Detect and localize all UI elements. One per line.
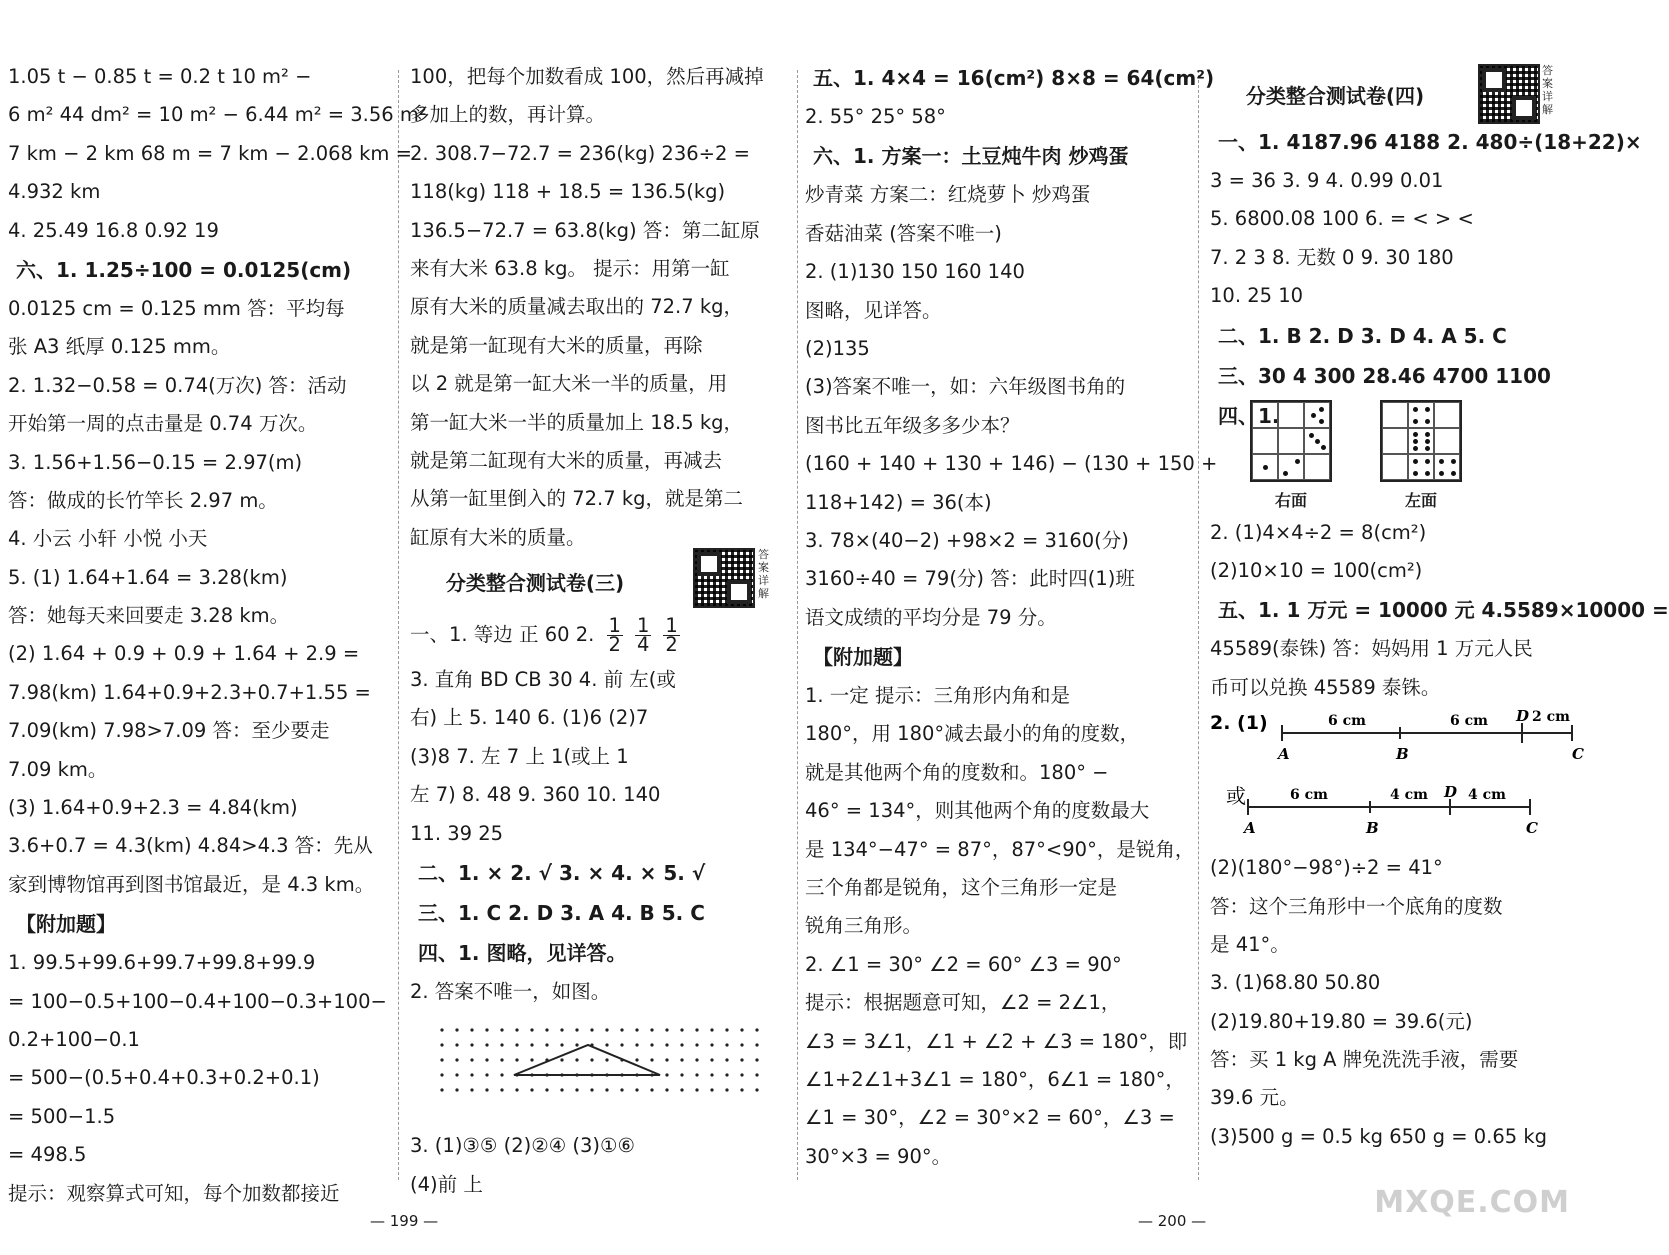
segment-label: 6 cm	[1328, 713, 1366, 730]
section-label: 四、1.	[1218, 403, 1280, 428]
grid-cell	[1382, 402, 1408, 428]
die-dot	[1425, 407, 1430, 412]
grid-dot	[440, 1059, 443, 1062]
section-line: 一、1. 4187.96 4188 2. 480÷(18+22)×	[1218, 130, 1642, 154]
answer-line: 以 2 就是第一缸大米一半的质量，用	[410, 372, 728, 396]
answer-line: 5. 6800.08 100 6. = < > <	[1210, 207, 1474, 231]
grid-dot	[500, 1044, 503, 1047]
answer-line: 张 A3 纸厚 0.125 mm。	[8, 335, 231, 359]
grid-dot	[530, 1029, 533, 1032]
answer-line: 3 = 36 3. 9 4. 0.99 0.01	[1210, 169, 1444, 192]
point-label: B	[1396, 745, 1409, 764]
grid-dot	[725, 1059, 728, 1062]
answer-line: 三个角都是锐角，这个三角形一定是	[805, 876, 1118, 900]
answer-line: 缸原有大米的质量。	[410, 525, 586, 549]
section-line: 五、1. 1 万元 = 10000 元 4.5589×10000 =	[1218, 598, 1669, 623]
grid-dot	[620, 1089, 623, 1092]
answer-line: 答：买 1 kg A 牌免洗洗手液，需要	[1210, 1048, 1519, 1072]
grid-dot	[560, 1059, 563, 1062]
die-dot	[1413, 439, 1418, 444]
grid-dot	[560, 1089, 563, 1092]
die-dot	[1311, 413, 1316, 418]
answer-line: 5. (1) 1.64+1.64 = 3.28(km)	[8, 565, 288, 589]
answer-line: 答：这个三角形中一个底角的度数	[1210, 894, 1503, 918]
denominator: 4	[636, 633, 650, 657]
grid-dot	[575, 1089, 578, 1092]
grid-dot	[680, 1074, 683, 1077]
section-line: 三、30 4 300 28.46 4700 1100	[1218, 363, 1551, 388]
answer-line: 136.5−72.7 = 63.8(kg) 答：第二缸原	[410, 218, 760, 242]
grid-cell	[1408, 402, 1434, 428]
answer-line: 7.09 km。	[8, 757, 108, 781]
grid-dot	[605, 1029, 608, 1032]
grid-dot	[740, 1089, 743, 1092]
answer-line: 提示：观察算式可知，每个加数都接近	[8, 1181, 340, 1205]
grid-dot	[680, 1044, 683, 1047]
grid-dot	[440, 1029, 443, 1032]
answer-line: 4.932 km	[8, 180, 101, 204]
grid-dot	[665, 1059, 668, 1062]
section-line: 三、1. C 2. D 3. A 4. B 5. C	[418, 901, 705, 926]
answer-line: 3. (1)③⑤ (2)②④ (3)①⑥	[410, 1134, 635, 1158]
answer-line: ∠1 = 30°，∠2 = 30°×2 = 60°，∠3 =	[805, 1106, 1175, 1130]
answer-line: 是 41°。	[1210, 932, 1290, 956]
die-dot	[1283, 471, 1288, 476]
die-dot	[1413, 446, 1418, 451]
answer-line: 180°，用 180°减去最小的角的度数，	[805, 722, 1140, 746]
grid-dot	[695, 1029, 698, 1032]
grid-dot	[710, 1044, 713, 1047]
grid-dot	[530, 1044, 533, 1047]
answer-line: 香菇油菜 (答案不唯一)	[805, 221, 1002, 245]
grid-dot	[560, 1044, 563, 1047]
answer-line: 2. 答案不唯一，如图。	[410, 980, 611, 1004]
die-dot	[1439, 471, 1444, 476]
figure-right-view	[1250, 400, 1332, 511]
answer-line: 118(kg) 118 + 18.5 = 136.5(kg)	[410, 180, 726, 204]
grid-cell	[1434, 402, 1460, 428]
grid-dot	[755, 1089, 758, 1092]
answer-line: 1.05 t − 0.85 t = 0.2 t 10 m² −	[8, 65, 312, 88]
answer-line: 3. 直角 BD CB 30 4. 前 左(或	[410, 668, 676, 692]
grid-dot	[740, 1029, 743, 1032]
answer-line: 就是其他两个角的度数和。180° −	[805, 760, 1109, 784]
grid-cell	[1252, 428, 1278, 454]
answer-line: 从第一缸里倒入的 72.7 kg，就是第二	[410, 487, 743, 511]
answer-line: 100，把每个加数看成 100，然后再减掉	[410, 65, 764, 88]
die-dot	[1315, 439, 1320, 444]
die-dot	[1413, 471, 1418, 476]
grid-dot	[470, 1089, 473, 1092]
answer-line: (3)答案不唯一，如：六年级图书角的	[805, 375, 1126, 399]
answer-line: 3160÷40 = 79(分) 答：此时四(1)班	[805, 567, 1135, 591]
answer-line: 就是第二缸现有大米的质量，再减去	[410, 448, 723, 472]
grid-dot	[545, 1029, 548, 1032]
answer-line: (4)前 上	[410, 1172, 483, 1196]
die-dot	[1319, 419, 1324, 424]
grid-cell	[1278, 428, 1304, 454]
answer-line: 开始第一周的点击量是 0.74 万次。	[8, 412, 318, 436]
die-dot	[1425, 439, 1430, 444]
point-label: A	[1244, 819, 1256, 838]
answer-line: 提示：根据题意可知，∠2 = 2∠1，	[805, 991, 1121, 1015]
die-dot	[1425, 419, 1430, 424]
grid-dot	[500, 1089, 503, 1092]
answer-line: 10. 25 10	[1210, 284, 1304, 308]
grid-dot	[500, 1074, 503, 1077]
answer-line: (3) 1.64+0.9+2.3 = 4.84(km)	[8, 796, 298, 820]
grid-dot	[635, 1044, 638, 1047]
figure-label: 右面	[1274, 490, 1307, 510]
die-dot	[1425, 446, 1430, 451]
answer-line: = 500−(0.5+0.4+0.3+0.2+0.1)	[8, 1066, 320, 1090]
grid-dot	[605, 1044, 608, 1047]
grid-dot	[650, 1044, 653, 1047]
grid-dot	[695, 1074, 698, 1077]
section-line: 六、1. 方案一：土豆炖牛肉 炒鸡蛋	[813, 144, 1129, 169]
fraction	[635, 614, 651, 657]
grid-dot	[455, 1074, 458, 1077]
answer-line: (2)(180°−98°)÷2 = 41°	[1210, 856, 1443, 880]
grid-dot	[470, 1044, 473, 1047]
grid-cell	[1408, 454, 1434, 480]
grid-dot	[455, 1044, 458, 1047]
grid-dot	[725, 1089, 728, 1092]
grid-dot	[575, 1044, 578, 1047]
die-dot	[1451, 459, 1456, 464]
grid-dot	[485, 1074, 488, 1077]
grid-dot	[485, 1059, 488, 1062]
grid-dot	[455, 1089, 458, 1092]
grid-dot	[545, 1089, 548, 1092]
die-dot	[1425, 471, 1430, 476]
numerator: 1	[665, 614, 678, 638]
grid-dot	[455, 1029, 458, 1032]
point-label: D	[1516, 707, 1530, 726]
die-dot	[1413, 459, 1418, 464]
point-label: C	[1572, 745, 1584, 764]
grid-dot	[455, 1059, 458, 1062]
die-dot	[1425, 459, 1430, 464]
answer-line: = 500−1.5	[8, 1104, 116, 1128]
grid-dot	[530, 1089, 533, 1092]
grid-dot	[620, 1029, 623, 1032]
fraction	[663, 614, 679, 657]
answer-line: 3. 1.56+1.56−0.15 = 2.97(m)	[8, 450, 303, 474]
grid-dot	[725, 1029, 728, 1032]
grid-dot	[440, 1089, 443, 1092]
grid-dot	[500, 1029, 503, 1032]
segment-diagram-1	[1210, 707, 1595, 767]
grid-dot	[695, 1059, 698, 1062]
figure-label: 左面	[1404, 490, 1437, 510]
grid-dot	[650, 1059, 653, 1062]
column-3	[805, 58, 1218, 1176]
page-number-left: — 199 —	[370, 1212, 439, 1230]
answer-line: 锐角三角形。	[805, 914, 923, 938]
answer-line: (3)8 7. 左 7 上 1(或上 1	[410, 744, 629, 768]
answer-line	[410, 609, 792, 661]
answer-line: 3. (1)68.80 50.80	[1210, 971, 1381, 995]
grid-dot	[485, 1089, 488, 1092]
grid-dot	[665, 1029, 668, 1032]
section-line: 五、1. 4×4 = 16(cm²) 8×8 = 64(cm²)	[813, 66, 1215, 90]
figure-left-view	[1380, 400, 1462, 511]
grid-cell	[1278, 402, 1304, 428]
grid-dot	[665, 1044, 668, 1047]
grid-dot	[470, 1074, 473, 1077]
answer-line: (2) 1.64 + 0.9 + 0.9 + 1.64 + 2.9 =	[8, 642, 360, 666]
column-4	[1210, 58, 1669, 1156]
section-line: 二、1. × 2. √ 3. × 4. × 5. √	[418, 861, 706, 886]
grid-dot	[695, 1089, 698, 1092]
grid-cell	[1408, 428, 1434, 454]
numerator: 1	[636, 614, 650, 638]
point-label: D	[1444, 783, 1458, 802]
grid-dot	[590, 1059, 593, 1062]
segment-label: 6 cm	[1450, 713, 1488, 730]
watermark: MXQE.COM	[1374, 1185, 1570, 1220]
point-label: B	[1366, 819, 1379, 838]
answer-line: 118+142) = 36(本)	[805, 490, 992, 514]
segment-label: 2 cm	[1532, 709, 1570, 726]
grid-dot	[740, 1074, 743, 1077]
divider	[1198, 70, 1199, 1180]
grid-dot	[590, 1029, 593, 1032]
grid-dot	[710, 1074, 713, 1077]
grid-dot	[515, 1089, 518, 1092]
die-dot	[1295, 459, 1300, 464]
answer-line: = 100−0.5+100−0.4+100−0.3+100−	[8, 989, 387, 1013]
grid-dot	[680, 1059, 683, 1062]
grid-dot	[590, 1089, 593, 1092]
grid-dot	[470, 1059, 473, 1062]
die-dot	[1319, 407, 1324, 412]
die-dot	[1321, 445, 1326, 450]
grid-dot	[665, 1089, 668, 1092]
grid-cell	[1252, 402, 1278, 428]
qr-caption: 答案详解	[758, 548, 769, 600]
divider	[797, 70, 798, 1180]
grid-dot	[650, 1029, 653, 1032]
grid-dot	[575, 1059, 578, 1062]
die-dot	[1451, 471, 1456, 476]
grid-dot	[500, 1059, 503, 1062]
grid-dot	[740, 1044, 743, 1047]
qr-caption: 答案详解	[1542, 64, 1553, 116]
answer-line: 就是第一缸现有大米的质量，再除	[410, 333, 703, 357]
answer-line: (3)500 g = 0.5 kg 650 g = 0.65 kg	[1210, 1124, 1548, 1148]
grid-dot	[560, 1029, 563, 1032]
grid-dot	[755, 1044, 758, 1047]
numerator: 1	[608, 614, 621, 638]
answer-line: 2. 55° 25° 58°	[805, 105, 946, 128]
answer-line: 7 km − 2 km 68 m = 7 km − 2.068 km =	[8, 141, 412, 165]
segment-diagram-2	[1210, 773, 1595, 845]
point-label: A	[1278, 745, 1290, 764]
answer-line: = 498.5	[8, 1143, 87, 1167]
denominator: 2	[608, 633, 621, 657]
answer-line: 2. ∠1 = 30° ∠2 = 60° ∠3 = 90°	[805, 952, 1122, 976]
grid-dot	[485, 1029, 488, 1032]
grid-dot	[515, 1044, 518, 1047]
answer-line: 第一缸大米一半的质量加上 18.5 kg，	[410, 410, 743, 434]
grid-cell	[1434, 454, 1460, 480]
grid-dot	[740, 1059, 743, 1062]
column-2	[410, 58, 792, 1204]
answer-line: 图略，见详答。	[805, 298, 942, 322]
grid-dot	[545, 1044, 548, 1047]
grid-dot	[485, 1044, 488, 1047]
answer-line: (2)19.80+19.80 = 39.6(元)	[1210, 1009, 1473, 1033]
answer-line: 6 m² 44 dm² = 10 m² − 6.44 m² = 3.56 m²	[8, 103, 427, 127]
grid-dot	[470, 1029, 473, 1032]
die-dot	[1263, 465, 1268, 470]
answer-line: 7.09(km) 7.98>7.09 答：至少要走	[8, 719, 330, 743]
answer-line: 2. (1)4×4÷2 = 8(cm²)	[1210, 520, 1427, 544]
grid-dot	[620, 1044, 623, 1047]
answer-line: 30°×3 = 90°。	[805, 1144, 952, 1168]
answer-line: 2. (1)130 150 160 140	[805, 260, 1025, 284]
grid-dot	[605, 1089, 608, 1092]
answer-line: 答：做成的长竹竿长 2.97 m。	[8, 488, 278, 512]
grid-dot	[710, 1089, 713, 1092]
answer-line: 39.6 元。	[1210, 1086, 1299, 1110]
answer-text: 2. (1)	[1210, 712, 1268, 735]
divider	[398, 70, 399, 1180]
answer-line: 家到博物馆再到图书馆最近，是 4.3 km。	[8, 872, 375, 896]
grid-cell	[1382, 454, 1408, 480]
segment-label: 4 cm	[1468, 787, 1506, 804]
grid-dot	[575, 1029, 578, 1032]
qr-code-icon	[693, 548, 755, 608]
section-line: 【附加题】	[813, 645, 913, 670]
answer-line: 4. 小云 小轩 小悦 小天	[8, 527, 208, 551]
answer-line: 2. 1.32−0.58 = 0.74(万次) 答：活动	[8, 373, 347, 397]
grid-dot	[755, 1029, 758, 1032]
grid-cell	[1382, 428, 1408, 454]
answer-line: 46° = 134°，则其他两个角的度数最大	[805, 799, 1150, 823]
grid-dot	[635, 1059, 638, 1062]
grid-dot	[440, 1074, 443, 1077]
answer-text: 一、1. 等边 正 60 2.	[410, 623, 595, 647]
answer-line: (2)135	[805, 336, 870, 360]
section-line: 六、1. 1.25÷100 = 0.0125(cm)	[16, 257, 352, 282]
die-dot	[1309, 433, 1314, 438]
answer-line: 0.0125 cm = 0.125 mm 答：平均每	[8, 296, 345, 320]
answer-line: 语文成绩的平均分是 79 分。	[805, 605, 1057, 629]
grid-cell	[1304, 454, 1330, 480]
answer-line: 多加上的数，再计算。	[410, 103, 606, 127]
answer-line: 7. 2 3 8. 无数 0 9. 30 180	[1210, 245, 1454, 269]
grid-dot	[665, 1074, 668, 1077]
answer-line: 4. 25.49 16.8 0.92 19	[8, 218, 219, 242]
fraction	[607, 614, 623, 657]
grid-cell	[1278, 454, 1304, 480]
grid-dot	[515, 1059, 518, 1062]
answer-line: 7.98(km) 1.64+0.9+2.3+0.7+1.55 =	[8, 680, 371, 704]
grid-dot	[605, 1059, 608, 1062]
answer-line: 答：她每天来回要走 3.28 km。	[8, 604, 290, 628]
grid-dot	[515, 1029, 518, 1032]
answer-line: 左 7) 8. 48 9. 360 10. 140	[410, 783, 661, 807]
answer-line: 右) 上 5. 140 6. (1)6 (2)7	[410, 706, 649, 730]
point-label: C	[1526, 819, 1538, 838]
answer-line: ∠1+2∠1+3∠1 = 180°，6∠1 = 180°，	[805, 1067, 1185, 1091]
section-line: 四、1. 图略，见详答。	[418, 941, 627, 966]
grid-dot	[635, 1029, 638, 1032]
grid-dot	[635, 1089, 638, 1092]
grid-dot	[725, 1074, 728, 1077]
die-dot	[1413, 432, 1418, 437]
die-dot	[1413, 407, 1418, 412]
answer-line: 45589(泰铢) 答：妈妈用 1 万元人民	[1210, 637, 1533, 661]
answer-line: 0.2+100−0.1	[8, 1027, 140, 1051]
answer-line: ∠3 = 3∠1，∠1 + ∠2 + ∠3 = 180°，即	[805, 1029, 1188, 1053]
die-dot	[1425, 432, 1430, 437]
page-number-right: — 200 —	[1138, 1212, 1207, 1230]
grid-cell	[1304, 402, 1330, 428]
section-line: 【附加题】	[16, 912, 116, 937]
grid-dot	[680, 1029, 683, 1032]
answer-line: 来有大米 63.8 kg。 提示：用第一缸	[410, 256, 730, 280]
segment-label: 4 cm	[1390, 787, 1428, 804]
answer-line: 币可以兑换 45589 泰铢。	[1210, 675, 1441, 699]
segment-label: 6 cm	[1290, 787, 1328, 804]
answer-line: 11. 39 25	[410, 821, 504, 845]
grid-dot	[710, 1029, 713, 1032]
grid-dot	[440, 1044, 443, 1047]
qr-code-icon	[1478, 64, 1540, 124]
answer-line: 2. 308.7−72.7 = 236(kg) 236÷2 =	[410, 141, 750, 165]
grid-dot	[725, 1044, 728, 1047]
answer-line: 炒青菜 方案二：红烧萝卜 炒鸡蛋	[805, 183, 1091, 207]
grid-cell	[1252, 454, 1278, 480]
answer-text: 或	[1226, 784, 1246, 809]
dot-grid-figure	[438, 1015, 778, 1123]
view-figures	[1210, 396, 1595, 510]
grid-dot	[710, 1059, 713, 1062]
die-dot	[1413, 419, 1418, 424]
grid-dot	[695, 1044, 698, 1047]
answer-line: (2)10×10 = 100(cm²)	[1210, 558, 1423, 582]
answer-line: 是 134°−47° = 87°，87°<90°，是锐角，	[805, 837, 1195, 861]
test3-title: 分类整合测试卷(三)	[445, 571, 625, 596]
grid-dot	[650, 1089, 653, 1092]
grid-dot	[755, 1074, 758, 1077]
answer-line: 图书比五年级多多少本？	[805, 413, 1020, 437]
denominator: 2	[665, 633, 678, 657]
answer-line: 3.6+0.7 = 4.3(km) 4.84>4.3 答：先从	[8, 834, 373, 858]
die-dot	[1439, 459, 1444, 464]
answer-line: 原有大米的质量减去取出的 72.7 kg，	[410, 295, 743, 319]
grid-cell	[1434, 428, 1460, 454]
answer-line: (160 + 140 + 130 + 146) − (130 + 150 +	[805, 452, 1218, 476]
answer-line: 1. 一定 提示：三角形内角和是	[805, 684, 1071, 708]
grid-dot	[680, 1089, 683, 1092]
test4-title: 分类整合测试卷(四)	[1245, 84, 1425, 108]
section-line: 二、1. B 2. D 3. D 4. A 5. C	[1218, 323, 1507, 348]
grid-cell	[1304, 428, 1330, 454]
grid-dot	[755, 1059, 758, 1062]
column-1	[8, 58, 427, 1213]
answer-line: 3. 78×(40−2) +98×2 = 3160(分)	[805, 528, 1129, 552]
grid-dot	[530, 1059, 533, 1062]
answer-line: 1. 99.5+99.6+99.7+99.8+99.9	[8, 951, 316, 975]
